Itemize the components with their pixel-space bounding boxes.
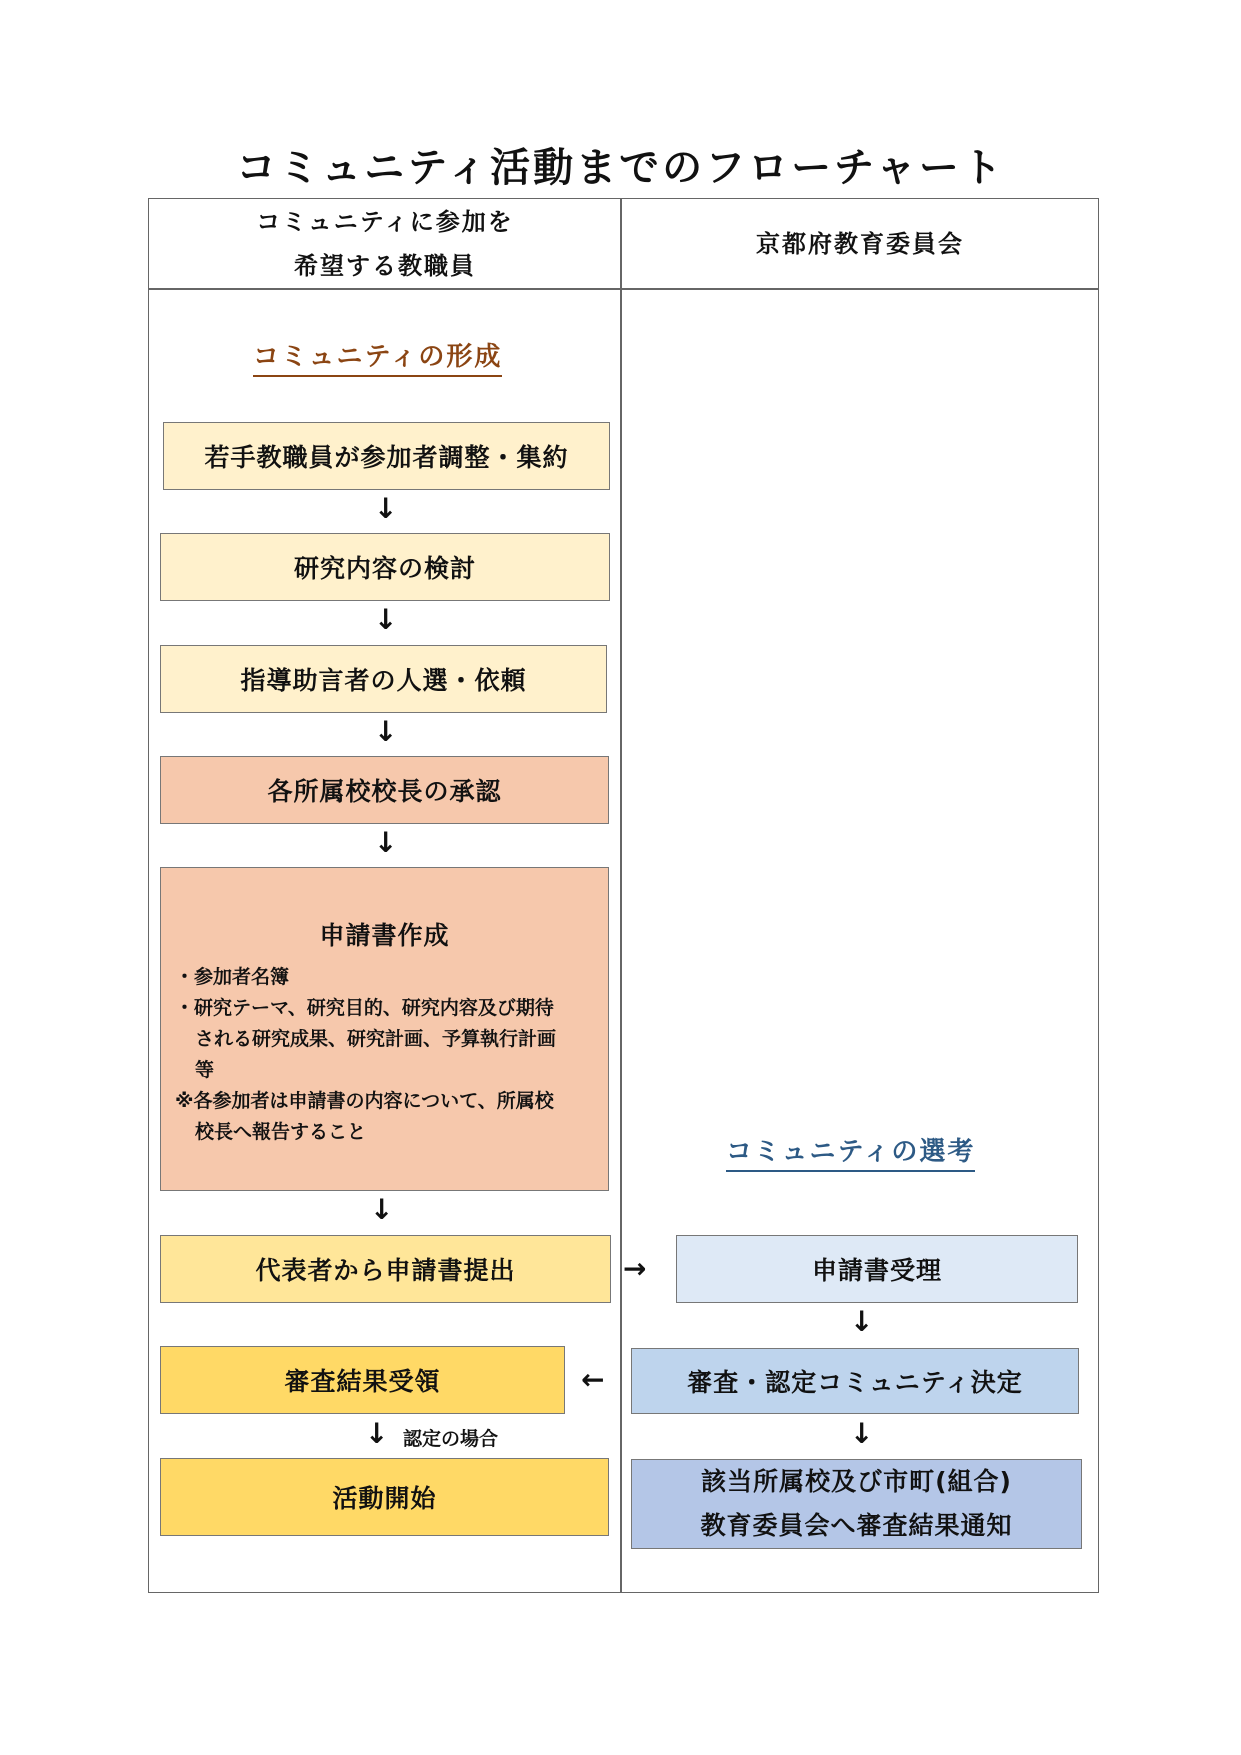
application-line-3a: ※各参加者は申請書の内容について、所属校 [175, 1090, 554, 1112]
step-principal-approval [160, 756, 609, 824]
step-start [160, 1458, 609, 1536]
step-receive-result-label: 審査結果受領 [284, 1367, 441, 1396]
down-arrow-3: ↓ [374, 715, 398, 748]
down-arrow-6: ↓ [365, 1417, 389, 1450]
right-column-header [622, 200, 1098, 288]
step-decide [631, 1348, 1079, 1414]
step-advisor-label: 指導助言者の人選・依頼 [240, 666, 527, 695]
column-divider [620, 198, 622, 1593]
right-header-label: 京都府教育委員会 [756, 230, 964, 258]
application-line-1: ・参加者名簿 [175, 966, 290, 988]
step-principal-approval-label: 各所属校校長の承認 [267, 777, 502, 806]
step-advisor [160, 645, 607, 713]
left-column-header [150, 200, 620, 288]
step-application [160, 867, 609, 1191]
down-arrow-4: ↓ [374, 826, 398, 859]
step-coordinate-label: 若手教職員が参加者調整・集約 [204, 443, 569, 472]
down-arrow-5: ↓ [370, 1193, 394, 1226]
step-decide-label: 審査・認定コミュニティ決定 [687, 1368, 1023, 1397]
condition-label: 認定の場合 [403, 1428, 499, 1450]
down-arrow-2: ↓ [374, 603, 398, 636]
application-line-2c: 等 [195, 1059, 215, 1081]
down-arrow-1: ↓ [374, 492, 398, 525]
page-title: コミュニティ活動までのフローチャート [236, 145, 1005, 191]
application-line-2b: される研究成果、研究計画、予算執行計画 [195, 1028, 557, 1050]
down-arrow-8: ↓ [850, 1417, 874, 1450]
application-line-2a: ・研究テーマ、研究目的、研究内容及び期待 [175, 997, 554, 1019]
application-line-3b: 校長へ報告すること [195, 1121, 367, 1143]
step-start-label: 活動開始 [332, 1484, 437, 1513]
step-accept-label: 申請書受理 [811, 1256, 942, 1285]
step-accept [676, 1235, 1078, 1303]
step-notify-line2: 教育委員会へ審査結果通知 [700, 1511, 1013, 1540]
section-selection: コミュニティの選考 [726, 1131, 975, 1172]
step-research-review [160, 533, 610, 601]
down-arrow-7: ↓ [850, 1305, 874, 1338]
step-notify-line1: 該当所属校及び市町(組合) [701, 1467, 1012, 1496]
step-submit-label: 代表者から申請書提出 [255, 1256, 516, 1285]
left-header-line2: 希望する教職員 [293, 252, 476, 280]
step-receive-result [160, 1346, 565, 1414]
step-research-review-label: 研究内容の検討 [293, 554, 476, 583]
right-arrow: → [623, 1252, 647, 1285]
step-submit [160, 1235, 611, 1303]
left-arrow: ← [581, 1363, 605, 1396]
section-formation: コミュニティの形成 [253, 336, 502, 377]
header-divider [148, 288, 1099, 290]
step-coordinate [163, 422, 610, 490]
left-header-line1: コミュニティに参加を [256, 208, 514, 236]
step-notify [631, 1459, 1082, 1549]
application-title: 申請書作成 [319, 921, 450, 950]
